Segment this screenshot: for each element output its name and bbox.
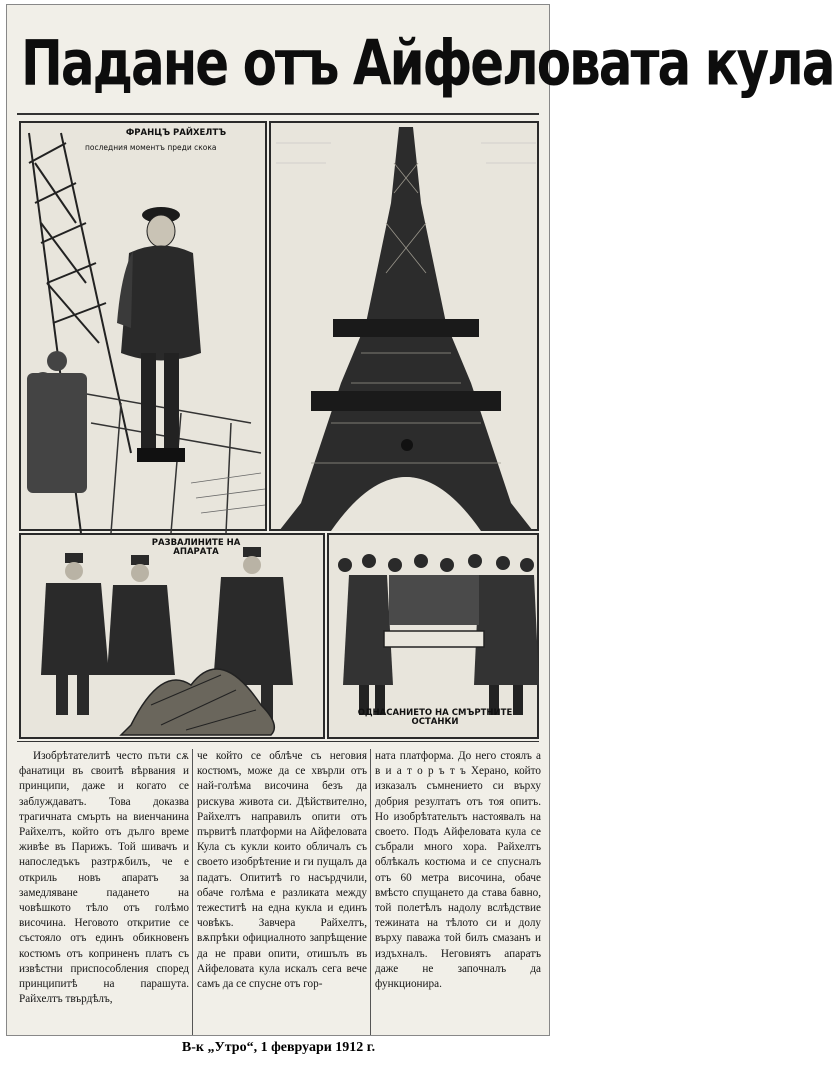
source-caption: В-к „Утро“, 1 февруари 1912 г. [181,1040,376,1055]
illustration-wreckage [19,533,325,739]
caption-reichelt-name: ФРАНЦЪ РАЙХЕЛТЪ [125,128,227,138]
illustration-reichelt-portrait [19,121,267,531]
headline-rule [17,113,539,115]
column-divider [192,749,193,1035]
article-text-2: че който се облѣче съ неговия костюмъ, може да се хвърли отъ най-голѣма височина безъ да рискува живота си. Дѣйствително, Райхелтъ направилъ опити отъ първитѣ платформи на Айфеловата Кула съ кукли които обличалъ съ своето изобрѣтение и ги пущалъ да падатъ. Опититѣ го насърдчили, обаче голѣма е разликата между тежеститѣ на една кукла и единъ човѣкъ. Завчера Райхелтъ, вѫпрѣки официалното запрѣщение да не прави опити, отишълъ въ Айфеловата кула искалъ сега вече самъ да се спусне отъ гор- [197,750,367,991]
caption-reichelt-sub: последния моментъ преди скока [85,143,217,152]
article-column-2 [197,749,367,1035]
article-rule [17,741,539,742]
caption-wreckage: РАЗВАЛИНИТЕ НА АПАРАТА [151,538,241,558]
illustration-carrying-remains [327,533,539,739]
article-column-1 [19,749,189,1035]
article-text-1: Изобрѣтателитѣ често пъти сѫ фанатици въ своитѣ вѣрвания и принципи, даже и когато се заблуждаватъ. Това доказва трагичната смърть на виенчанина Райхелтъ, който отъ дълго време живѣе въ Парижъ. Той шивачъ и напоследъкъ разтрѫбилъ, че е откриль новъ апаратъ за замедляване падането на човѣшкото тѣло отъ голѣмо височина. Неговото откритие се състояло отъ единъ обикновенъ костюмъ отъ коприненъ платъ съ извѣстни приспособления според принципитѣ на парашута. Райхелтъ твърдѣлъ, [19,750,189,1006]
column-divider [370,749,371,1035]
article-text-3: ната платформа. До него стоялъ а в и а т о р ъ т ъ Херано, който изказалъ съмнението си върху добрия резултатъ отъ тоя опитъ. Но изобрѣтательтъ настоявалъ на своето. Подъ Айфеловата кула се събрали много хора. Райхелтъ облѣкалъ костюма и се спусналъ отъ 60 метра височина, обаче вмѣсто спущането да става бавно, той полетѣлъ надолу вслѣдствие тежината на тѣлото си и долу върху паважа той билъ смазанъ и издъхналъ. Неговиятъ апаратъ даже не започналъ да функционира. [375,750,541,991]
article-column-3 [375,749,541,1035]
newspaper-page [6,4,834,1036]
headline: Падане отъ Айфеловата кула [21,26,834,100]
illustration-eiffel-tower [269,121,539,531]
caption-carrying-remains: ОДНАСАНИЕТО НА СМЪРТНИТЕ ОСТАНКИ [357,708,513,728]
